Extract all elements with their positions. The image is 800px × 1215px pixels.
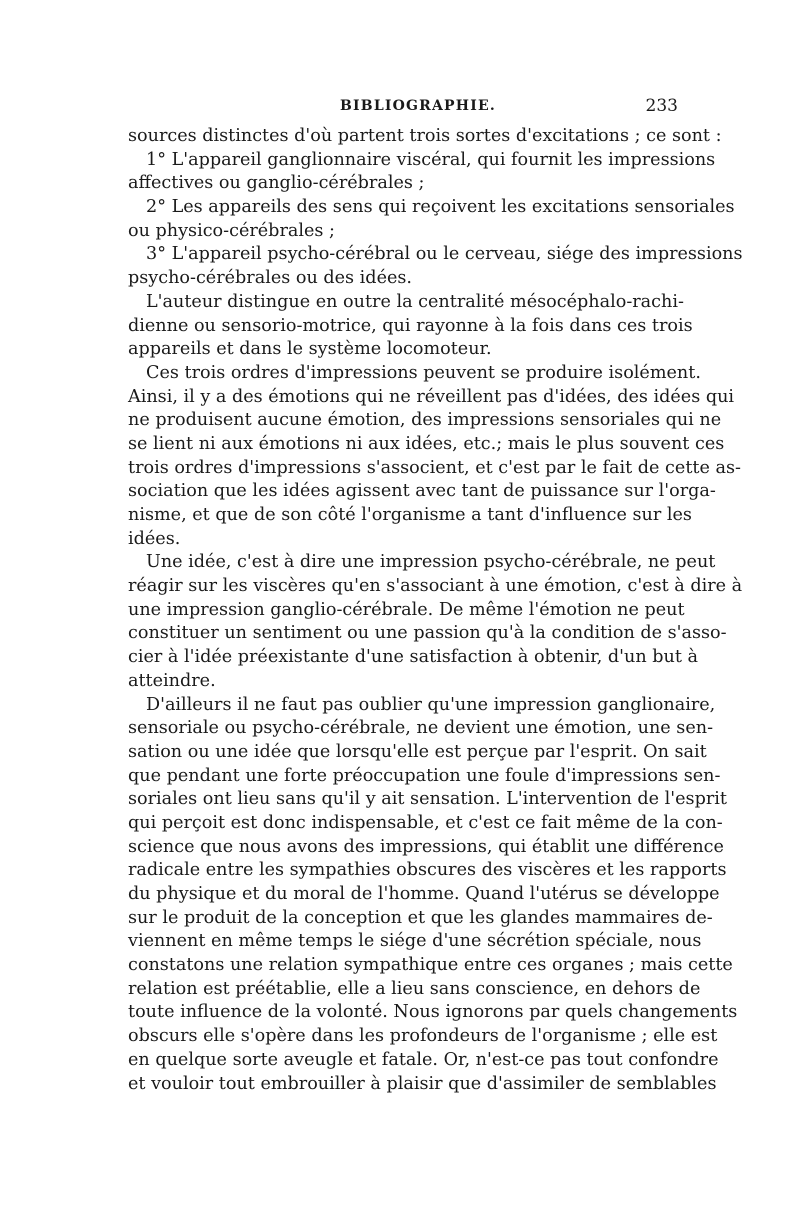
text-line: du physique et du moral de l'homme. Quand l'utérus se développe bbox=[128, 884, 720, 904]
text-line: et vouloir tout embrouiller à plaisir que d'assimiler de semblables bbox=[128, 1073, 717, 1094]
body-text bbox=[128, 125, 743, 1096]
text-line: sensoriale ou psycho-cérébrale, ne devient une émotion, une sen- bbox=[128, 718, 714, 739]
text-line: Ainsi, il y a des émotions qui ne réveillent pas d'idées, des idées qui bbox=[128, 386, 735, 407]
text-line: ne produisent aucune émotion, des impressions sensoriales qui ne bbox=[128, 410, 722, 431]
text-line: constatons une relation sympathique entre ces organes ; mais cette bbox=[128, 955, 733, 976]
text-line: toute influence de la volonté. Nous ignorons par quels changements bbox=[128, 1002, 738, 1023]
text-line: 3° L'appareil psycho-cérébral ou le cerveau, siége des impressions bbox=[146, 244, 743, 265]
text-line: L'auteur distingue en outre la centralité mésocéphalo-rachi- bbox=[146, 291, 684, 312]
text-line: affectives ou ganglio-cérébrales ; bbox=[128, 173, 425, 194]
text-line: viennent en même temps le siége d'une sécrétion spéciale, nous bbox=[128, 931, 702, 952]
text-line: psycho-cérébrales ou des idées. bbox=[128, 268, 413, 289]
running-title: BIBLIOGRAPHIE. bbox=[340, 98, 496, 114]
text-line: réagir sur les viscères qu'en s'associant à une émotion, c'est à dire à bbox=[128, 576, 743, 597]
text-line: qui perçoit est donc indispensable, et c'est ce fait même de la con- bbox=[128, 812, 723, 833]
text-line: sation ou une idée que lorsqu'elle est perçue par l'esprit. On sait bbox=[128, 741, 707, 762]
text-line: soriales ont lieu sans qu'il y ait sensation. L'intervention de l'esprit bbox=[128, 789, 727, 810]
text-line: science que nous avons des impressions, qui établit une différence bbox=[128, 836, 724, 857]
text-line: idées. bbox=[128, 528, 181, 549]
text-line: Ces trois ordres d'impressions peuvent se produire isolément. bbox=[146, 362, 701, 383]
text-line: 2° Les appareils des sens qui reçoivent les excitations sensoriales bbox=[146, 197, 735, 218]
text-line: dienne ou sensorio-motrice, qui rayonne à la fois dans ces trois bbox=[128, 315, 693, 336]
page-header bbox=[128, 98, 678, 122]
text-line: obscurs elle s'opère dans les profondeurs de l'organisme ; elle est bbox=[128, 1026, 718, 1047]
text-line: que pendant une forte préoccupation une foule d'impressions sen- bbox=[128, 765, 721, 786]
text-line: constituer un sentiment ou une passion qu'à la condition de s'asso- bbox=[128, 623, 727, 644]
text-line: se lient ni aux émotions ni aux idées, etc.; mais le plus souvent ces bbox=[128, 433, 725, 454]
text-line: sources distinctes d'où partent trois sortes d'excitations ; ce sont : bbox=[128, 126, 722, 146]
text-line: D'ailleurs il ne faut pas oublier qu'une impression ganglionaire, bbox=[146, 694, 716, 715]
text-line: relation est préétablie, elle a lieu sans conscience, en dehors de bbox=[128, 978, 701, 999]
text-line: cier à l'idée préexistante d'une satisfaction à obtenir, d'un but à bbox=[128, 647, 699, 668]
text-line: Une idée, c'est à dire une impression psycho-cérébrale, ne peut bbox=[146, 552, 716, 573]
text-line: atteindre. bbox=[128, 670, 216, 691]
text-line: une impression ganglio-cérébrale. De même l'émotion ne peut bbox=[128, 599, 685, 620]
text-line: ou physico-cérébrales ; bbox=[128, 220, 335, 241]
text-line: radicale entre les sympathies obscures des viscères et les rapports bbox=[128, 860, 727, 881]
text-line: sur le produit de la conception et que les glandes mammaires de- bbox=[128, 907, 713, 928]
text-line: sociation que les idées agissent avec tant de puissance sur l'orga- bbox=[128, 481, 716, 502]
text-line: en quelque sorte aveugle et fatale. Or, n'est-ce pas tout confondre bbox=[128, 1049, 719, 1070]
page-number: 233 bbox=[645, 96, 678, 116]
text-line: trois ordres d'impressions s'associent, et c'est par le fait de cette as- bbox=[128, 457, 741, 478]
text-line: 1° L'appareil ganglionnaire viscéral, qui fournit les impressions bbox=[146, 149, 716, 170]
text-line: appareils et dans le système locomoteur. bbox=[128, 339, 492, 360]
text-line: nisme, et que de son côté l'organisme a tant d'influence sur les bbox=[128, 505, 692, 525]
